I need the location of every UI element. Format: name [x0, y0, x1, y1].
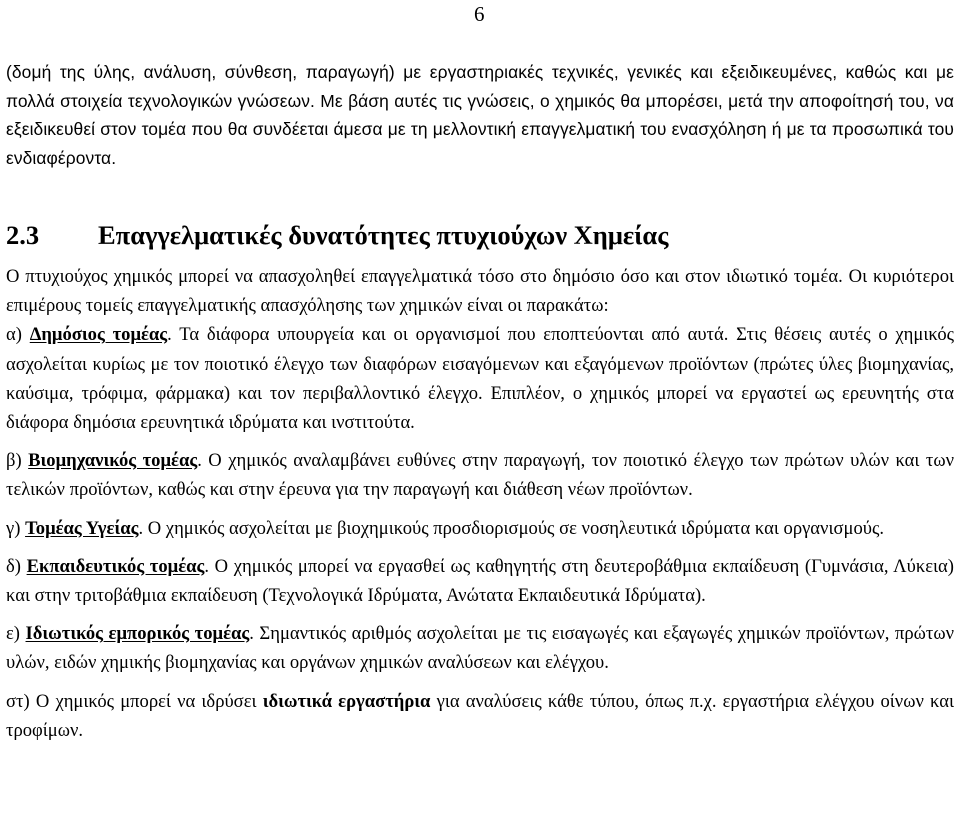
- sector-text: για αναλύσεις κάθε τύπου, όπως π.χ. εργαστήρια ελέγχου οίνων και τροφίμων.: [6, 690, 954, 741]
- sector-prefix: ε): [6, 623, 26, 645]
- sector-item-private-labs: [6, 687, 954, 745]
- sector-item-commerce: [6, 619, 954, 677]
- sector-prefix: α): [6, 324, 30, 346]
- sector-term: Δημόσιος τομέας: [29, 324, 168, 346]
- sector-item-public: [6, 320, 954, 437]
- sector-term: Εκπαιδευτικός τομέας: [26, 555, 205, 577]
- sector-term: Τομέας Υγείας: [25, 517, 139, 539]
- sector-text: . Σημαντικός αριθμός ασχολείται με τις εισαγωγές και εξαγωγές χημικών προϊόντων, πρώτων υλών, ειδών χημικής βιομηχανίας και οργάνων χημικών αναλύσεων και ελέγχου.: [6, 623, 954, 674]
- section-number: 2.3: [6, 220, 40, 250]
- sector-text: . Ο χημικός αναλαμβάνει ευθύνες στην παραγωγή, τον ποιοτικό έλεγχο των πρώτων υλών και των τελικών προϊόντων, καθώς και στην έρευνα για την παραγωγή και διάθεση νέων προϊόντων.: [6, 450, 954, 501]
- sector-prefix: γ): [6, 517, 26, 539]
- sector-term: Βιομηχανικός τομέας: [28, 450, 198, 472]
- sector-item-health: [6, 514, 954, 543]
- section-title: Επαγγελματικές δυνατότητες πτυχιούχων Χημείας: [98, 220, 669, 250]
- sector-prefix: β): [6, 450, 29, 472]
- sector-term: Ιδιωτικός εμπορικός τομέας: [25, 623, 250, 645]
- sector-text: . Τα διάφορα υπουργεία και οι οργανισμοί που εποπτεύονται από αυτά. Στις θέσεις αυτές ο χημικός ασχολείται κυρίως με τον ποιοτικό έλεγχο των διαφόρων εισαγόμενων και εξαγόμενων προϊόντων (πρώτες ύλες βιομηχανίας, καύσιμα, τρόφιμα, φάρμακα) και τον περιβαλλοντικό έλεγχο. Επιπλέον, ο χημικός μπορεί να εργαστεί ως ερευνητής στα διάφορα δημόσια ερευνητικά ιδρύματα και ινστιτούτα.: [6, 324, 954, 434]
- sector-item-education: [6, 552, 954, 610]
- page-number: 6: [474, 2, 485, 26]
- opening-paragraph: Ο πτυχιούχος χημικός μπορεί να απασχοληθεί επαγγελματικά τόσο στο δημόσιο όσο και στον ιδιωτικό τομέα. Οι κυριότεροι επιμέρους τομείς επαγγελματικής απασχόλησης των χημικών είναι οι παρακάτω:: [6, 266, 954, 317]
- sector-item-industry: [6, 446, 954, 504]
- sector-term: ιδιωτικά εργαστήρια: [262, 690, 431, 712]
- sector-prefix: στ) Ο χημικός μπορεί να ιδρύσει: [6, 690, 263, 712]
- section-heading: [6, 218, 668, 252]
- intro-paragraph: (δομή της ύλης, ανάλυση, σύνθεση, παραγωγή) με εργαστηριακές τεχνικές, γενικές και εξειδικευμένες, καθώς και με πολλά στοιχεία τεχνολογικών γνώσεων. Με βάση αυτές τις γνώσεις, ο χημικός θα μπορέσει, μετά την αποφοίτησή του, να εξειδικευθεί στον τομέα που θα συνδέεται άμεσα με τη μελλοντική επαγγελματική του ενασχόληση ή με τα προσωπικά του ενδιαφέροντα.: [6, 62, 954, 168]
- sector-text: . Ο χημικός ασχολείται με βιοχημικούς προσδιορισμούς σε νοσηλευτικά ιδρύματα και οργανισμούς.: [138, 517, 884, 539]
- sector-prefix: δ): [6, 555, 27, 577]
- sector-text: . Ο χημικός μπορεί να εργασθεί ως καθηγητής στη δευτεροβάθμια εκπαίδευση (Γυμνάσια, Λύκεια) και στην τριτοβάθμια εκπαίδευση (Τεχνολογικά Ιδρύματα, Ανώτατα Εκπαιδευτικά Ιδρύματα).: [6, 555, 954, 607]
- section-body: [6, 262, 954, 745]
